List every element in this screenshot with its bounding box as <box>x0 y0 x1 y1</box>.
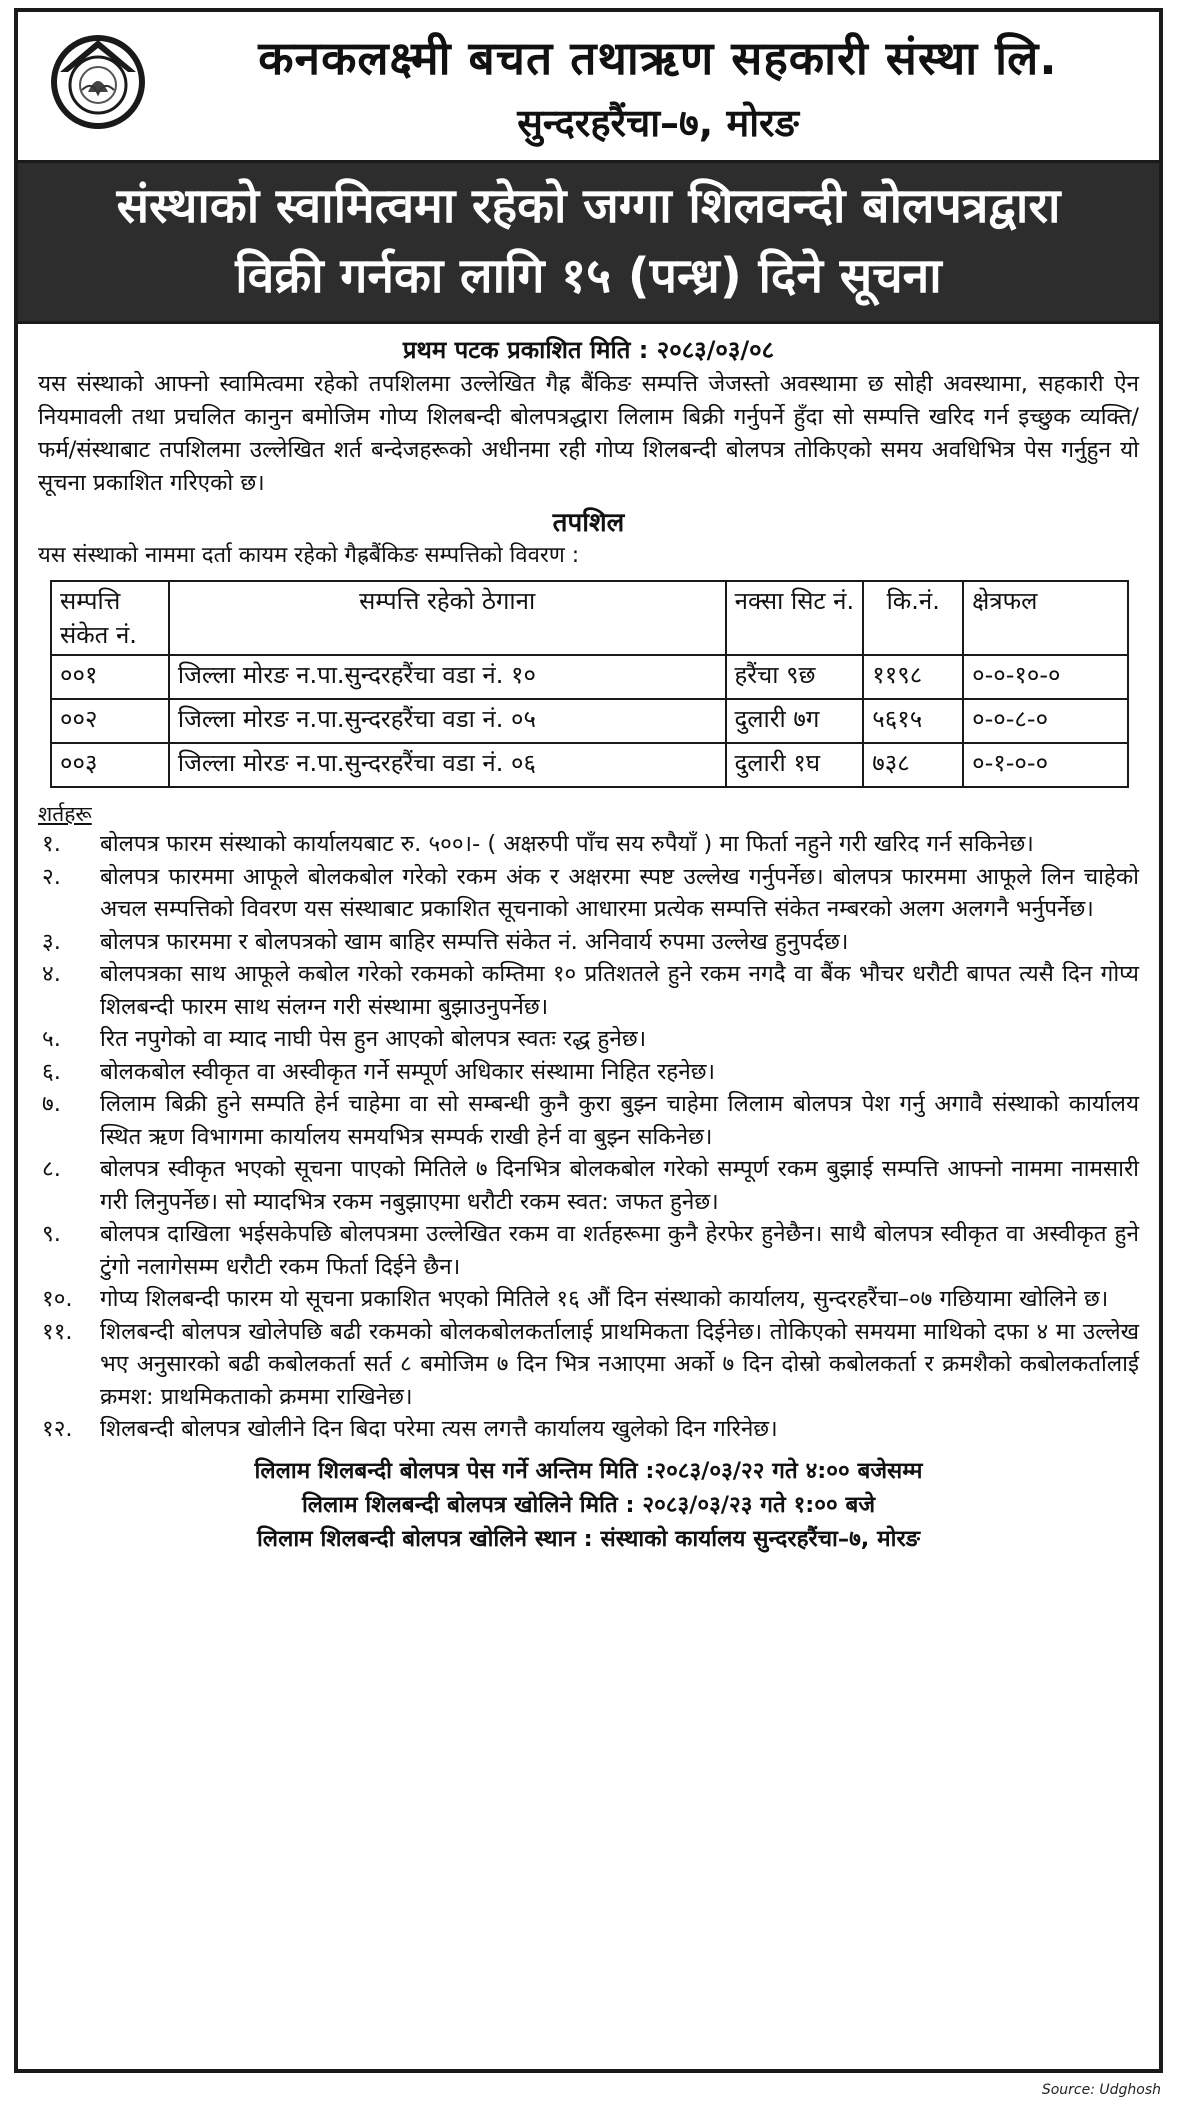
term-number: ३. <box>42 928 61 955</box>
asset-code-cell: ००१ <box>51 655 169 699</box>
term-number: १०. <box>42 1286 73 1312</box>
intro-paragraph: यस संस्थाको आफ्नो स्वामित्वमा रहेको तपशिलमा उल्लेखित गैह्र बैंकिङ सम्पत्ति जेजस्तो अवस्थामा छ सोही अवस्थामा, सहकारी ऐन नियमावली तथा प्रचलित कानुन बमोजिम गोप्य शिलबन्दी बोलपत्रद्धारा लिलाम बिक्री गर्नुपर्ने हुँदा सो सम्पत्ति खरिद गर्न इच्छुक व्यक्ति/फर्म/संस्थाबाट तपशिलमा उल्लेखित शर्त बन्देजहरूको अधीनमा रही गोप्य शिलबन्दी बोलपत्र तोकिएको समय अवधिभित्र पेस गर्नुहुन यो सूचना प्रकाशित गरिएको छ। <box>38 371 1139 496</box>
terms-list <box>38 828 1139 1446</box>
term-item <box>38 1283 1139 1316</box>
term-text: बोलपत्र फारम संस्थाको कार्यालयबाट रु. ५००।- ( अक्षरुपी पाँच सय रुपैयाँ ) मा फिर्ता नहुने गरी खरिद गर्न सकिनेछ। <box>100 831 1034 857</box>
opening-place-line: लिलाम शिलबन्दी बोलपत्र खोलिने स्थान : संस्थाको कार्यालय सुन्दरहरैंचा–७, मोरङ <box>256 1525 920 1552</box>
asset-code-cell: ००२ <box>51 699 169 743</box>
table-row <box>51 699 1128 743</box>
map-sheet-cell: हरैंचा ९छ <box>726 655 864 699</box>
term-item <box>38 861 1139 926</box>
map-sheet-cell: दुलारी १घ <box>726 743 864 787</box>
term-number: ७. <box>42 1091 61 1117</box>
organization-name: कनकलक्ष्मी बचत तथाऋण सहकारी संस्था लि. <box>258 31 1058 85</box>
term-number: ४. <box>42 961 61 987</box>
term-text: शिलबन्दी बोलपत्र खोलेपछि बढी रकमको बोलकबोलकर्तालाई प्राथमिकता दिईनेछ। तोकिएको समयमा माथिको दफा ४ मा उल्लेख भए अनुसारको बढी कबोलकर्ता सर्त ८ बमोजिम ७ दिन भित्र नआएमा अर्को ७ दिन दोस्रो कबोलकर्ता र क्रमशैको कबोलकर्तालाई क्रमश: प्राथमिकताको क्रममा राखिनेछ। <box>100 1318 1139 1410</box>
term-number: २. <box>42 863 61 890</box>
term-text: शिलबन्दी बोलपत्र खोलीने दिन बिदा परेमा त्यस लगत्तै कार्यालय खुलेको दिन गरिनेछ। <box>100 1416 778 1442</box>
term-item <box>38 1023 1139 1056</box>
source-credit: Source: Udghosh <box>1041 2082 1161 2098</box>
term-text: बोलकबोल स्वीकृत वा अस्वीकृत गर्ने सम्पूर्ण अधिकार संस्थामा निहित रहनेछ। <box>100 1058 716 1085</box>
table-row <box>51 743 1128 787</box>
term-text: लिलाम बिक्री हुने सम्पति हेर्न चाहेमा वा सो सम्बन्धी कुनै कुरा बुझ्न चाहेमा लिलाम बोलपत्र पेश गर्नु अगावै संस्थाको कार्यालय स्थित ऋण विभागमा कार्यालय समयभित्र सम्पर्क राखी हेर्न वा बुझ्न सकिनेछ। <box>100 1091 1139 1150</box>
asset-table <box>50 580 1129 788</box>
term-item <box>38 1413 1139 1446</box>
column-header: सम्पत्ति रहेको ठेगाना <box>169 581 726 655</box>
column-header: सम्पत्ति संकेत नं. <box>51 581 169 655</box>
notice-title-banner <box>18 163 1159 324</box>
table-intro: यस संस्थाको नाममा दर्ता कायम रहेको गैह्रबैंकिङ सम्पत्तिको विवरण : <box>38 543 580 568</box>
asset-address-cell: जिल्ला मोरङ न.पा.सुन्दरहरैंचा वडा नं. ०५ <box>169 699 726 743</box>
term-item <box>38 926 1139 959</box>
area-cell: ०-०-१०-० <box>963 655 1128 699</box>
term-text: बोलपत्र दाखिला भईसकेपछि बोलपत्रमा उल्लेखित रकम वा शर्तहरूमा कुनै हेरफेर हुनेछैन। साथै बोलपत्र स्वीकृत वा अस्वीकृत हुने टुंगो नलागेसम्म धरौटी रकम फिर्ता दिईने छैन। <box>100 1221 1139 1280</box>
opening-date-line: लिलाम शिलबन्दी बोलपत्र खोलिने मिति : २०८३/०३/२३ गते १:०० बजे <box>301 1491 876 1518</box>
term-number: १२. <box>42 1416 73 1442</box>
notice-frame <box>14 8 1163 2073</box>
column-header: क्षेत्रफल <box>963 581 1128 655</box>
term-text: बोलपत्र फारममा आफूले बोलकबोल गरेको रकम अंक र अक्षरमा स्पष्ट उल्लेख गर्नुपर्नेछ। बोलपत्र फारममा आफूले लिन चाहेको अचल सम्पत्तिको विवरण यस संस्थाबाट प्रकाशित सूचनाको आधारमा प्रत्येक सम्पत्ति संकेत नम्बरको अलग अलगनै भर्नुपर्नेछ। <box>100 863 1139 922</box>
term-text: बोलपत्र फारममा र बोलपत्रको खाम बाहिर सम्पत्ति संकेत नं. अनिवार्य रुपमा उल्लेख हुनुपर्दछ। <box>100 928 849 955</box>
term-item <box>38 828 1139 861</box>
plot-number-cell: ५६१५ <box>863 699 963 743</box>
column-header: कि.नं. <box>863 581 963 655</box>
term-text: रित नपुगेको वा म्याद नाघी पेस हुन आएको बोलपत्र स्वतः रद्ध हुनेछ। <box>100 1026 647 1052</box>
notice-body <box>18 324 1159 1556</box>
column-header: नक्सा सिट नं. <box>726 581 864 655</box>
table-row <box>51 655 1128 699</box>
term-item <box>38 1088 1139 1153</box>
notice-footer <box>38 1454 1139 1556</box>
term-item <box>38 958 1139 1023</box>
map-sheet-cell: दुलारी ७ग <box>726 699 864 743</box>
plot-number-cell: ७३८ <box>863 743 963 787</box>
term-number: ९. <box>42 1221 61 1247</box>
term-number: ८. <box>42 1156 61 1182</box>
notice-header <box>18 12 1159 163</box>
area-cell: ०-०-८-० <box>963 699 1128 743</box>
notice-title-line-1: संस्थाको स्वामित्वमा रहेको जग्गा शिलवन्दी बोलपत्रद्वारा <box>116 178 1061 234</box>
term-text: बोलपत्र स्वीकृत भएको सूचना पाएको मितिले ७ दिनभित्र बोलकबोल गरेको सम्पूर्ण रकम बुझाई सम्पत्ति आफ्नो नाममा नामसारी गरी लिनुपर्नेछ। सो म्यादभित्र रकम नबुझाएमा धरौटी रकम स्वत: जफत हुनेछ। <box>100 1156 1139 1215</box>
term-item <box>38 1316 1139 1414</box>
asset-address-cell: जिल्ला मोरङ न.पा.सुन्दरहरैंचा वडा नं. १० <box>169 655 726 699</box>
term-number: ११. <box>42 1318 73 1345</box>
publish-date: प्रथम पटक प्रकाशित मिति : २०८३/०३/०८ <box>402 336 775 364</box>
terms-heading: शर्तहरू <box>38 802 92 826</box>
asset-code-cell: ००३ <box>51 743 169 787</box>
schedule-heading: तपशिल <box>552 508 625 538</box>
deadline-line: लिलाम शिलबन्दी बोलपत्र पेस गर्ने अन्तिम मिति :२०८३/०३/२२ गते ४:०० बजेसम्म <box>254 1457 923 1484</box>
table-header-row <box>51 581 1128 655</box>
asset-address-cell: जिल्ला मोरङ न.पा.सुन्दरहरैंचा वडा नं. ०६ <box>169 743 726 787</box>
term-number: १. <box>42 831 61 857</box>
term-text: गोप्य शिलबन्दी फारम यो सूचना प्रकाशित भएको मितिले १६ औं दिन संस्थाको कार्यालय, सुन्दरहरैंचा–०७ गछियामा खोलिने छ। <box>100 1286 1109 1312</box>
term-number: ६. <box>42 1058 61 1085</box>
area-cell: ०-१-०-० <box>963 743 1128 787</box>
cooperative-logo-icon <box>48 30 148 130</box>
term-item <box>38 1218 1139 1283</box>
term-item <box>38 1056 1139 1089</box>
term-number: ५. <box>42 1026 61 1052</box>
organization-address: सुन्दरहरैंचा–७, मोरङ <box>517 101 799 145</box>
term-text: बोलपत्रका साथ आफूले कबोल गरेको रकमको कम्तिमा १० प्रतिशतले हुने रकम नगदै वा बैंक भौचर धरौटी बापत त्यसै दिन गोप्य शिलबन्दी फारम साथ संलग्न गरी संस्थामा बुझाउनुपर्नेछ। <box>100 961 1139 1020</box>
term-item <box>38 1153 1139 1218</box>
plot-number-cell: ११९८ <box>863 655 963 699</box>
notice-title-line-2: विक्री गर्नका लागि १५ (पन्ध्र) दिने सूचना <box>235 248 942 304</box>
